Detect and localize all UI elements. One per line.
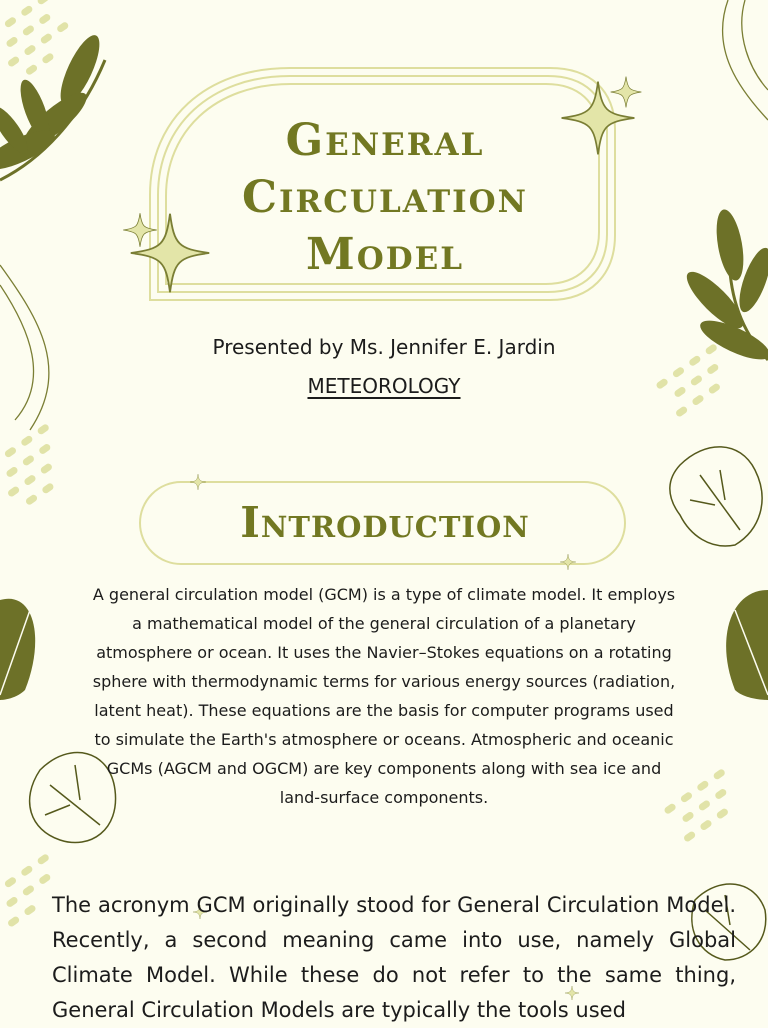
fern-leaf-left bbox=[0, 599, 35, 700]
subject-label bbox=[0, 374, 768, 398]
intro-paragraph: A general circulation model (GCM) is a type of climate model. It employs a mathematical model of the general circulation of a planetary atmosphere or ocean. It uses the Navier–Stokes equations on a rotating sphere with thermodynamic terms for various energy sources (radiation, latent heat). These equations are the basis for computer programs used to simulate the Earth's atmosphere or oceans. Atmospheric and oceanic GCMs (AGCM and OGCM) are key components along with sea ice and land-surface components. bbox=[92, 585, 676, 807]
acronym-paragraph: The acronym GCM originally stood for General Circulation Model. Recently, a second meaning came into use, namely Global Climate Model. While these do not refer to the same thing, General Circulation Models are typically the tools used bbox=[52, 893, 736, 1022]
title-line: Model bbox=[305, 229, 465, 280]
leaf-branch-top-left bbox=[0, 30, 107, 180]
presenter-line: Presented by Ms. Jennifer E. Jardin bbox=[212, 335, 556, 359]
title-line: General bbox=[285, 115, 485, 166]
fern-leaf-right bbox=[726, 590, 768, 700]
subject-text: METEOROLOGY bbox=[307, 374, 461, 398]
page-title bbox=[150, 112, 620, 283]
intro-heading: Introduction bbox=[240, 498, 530, 547]
title-line: Circulation bbox=[241, 172, 529, 223]
